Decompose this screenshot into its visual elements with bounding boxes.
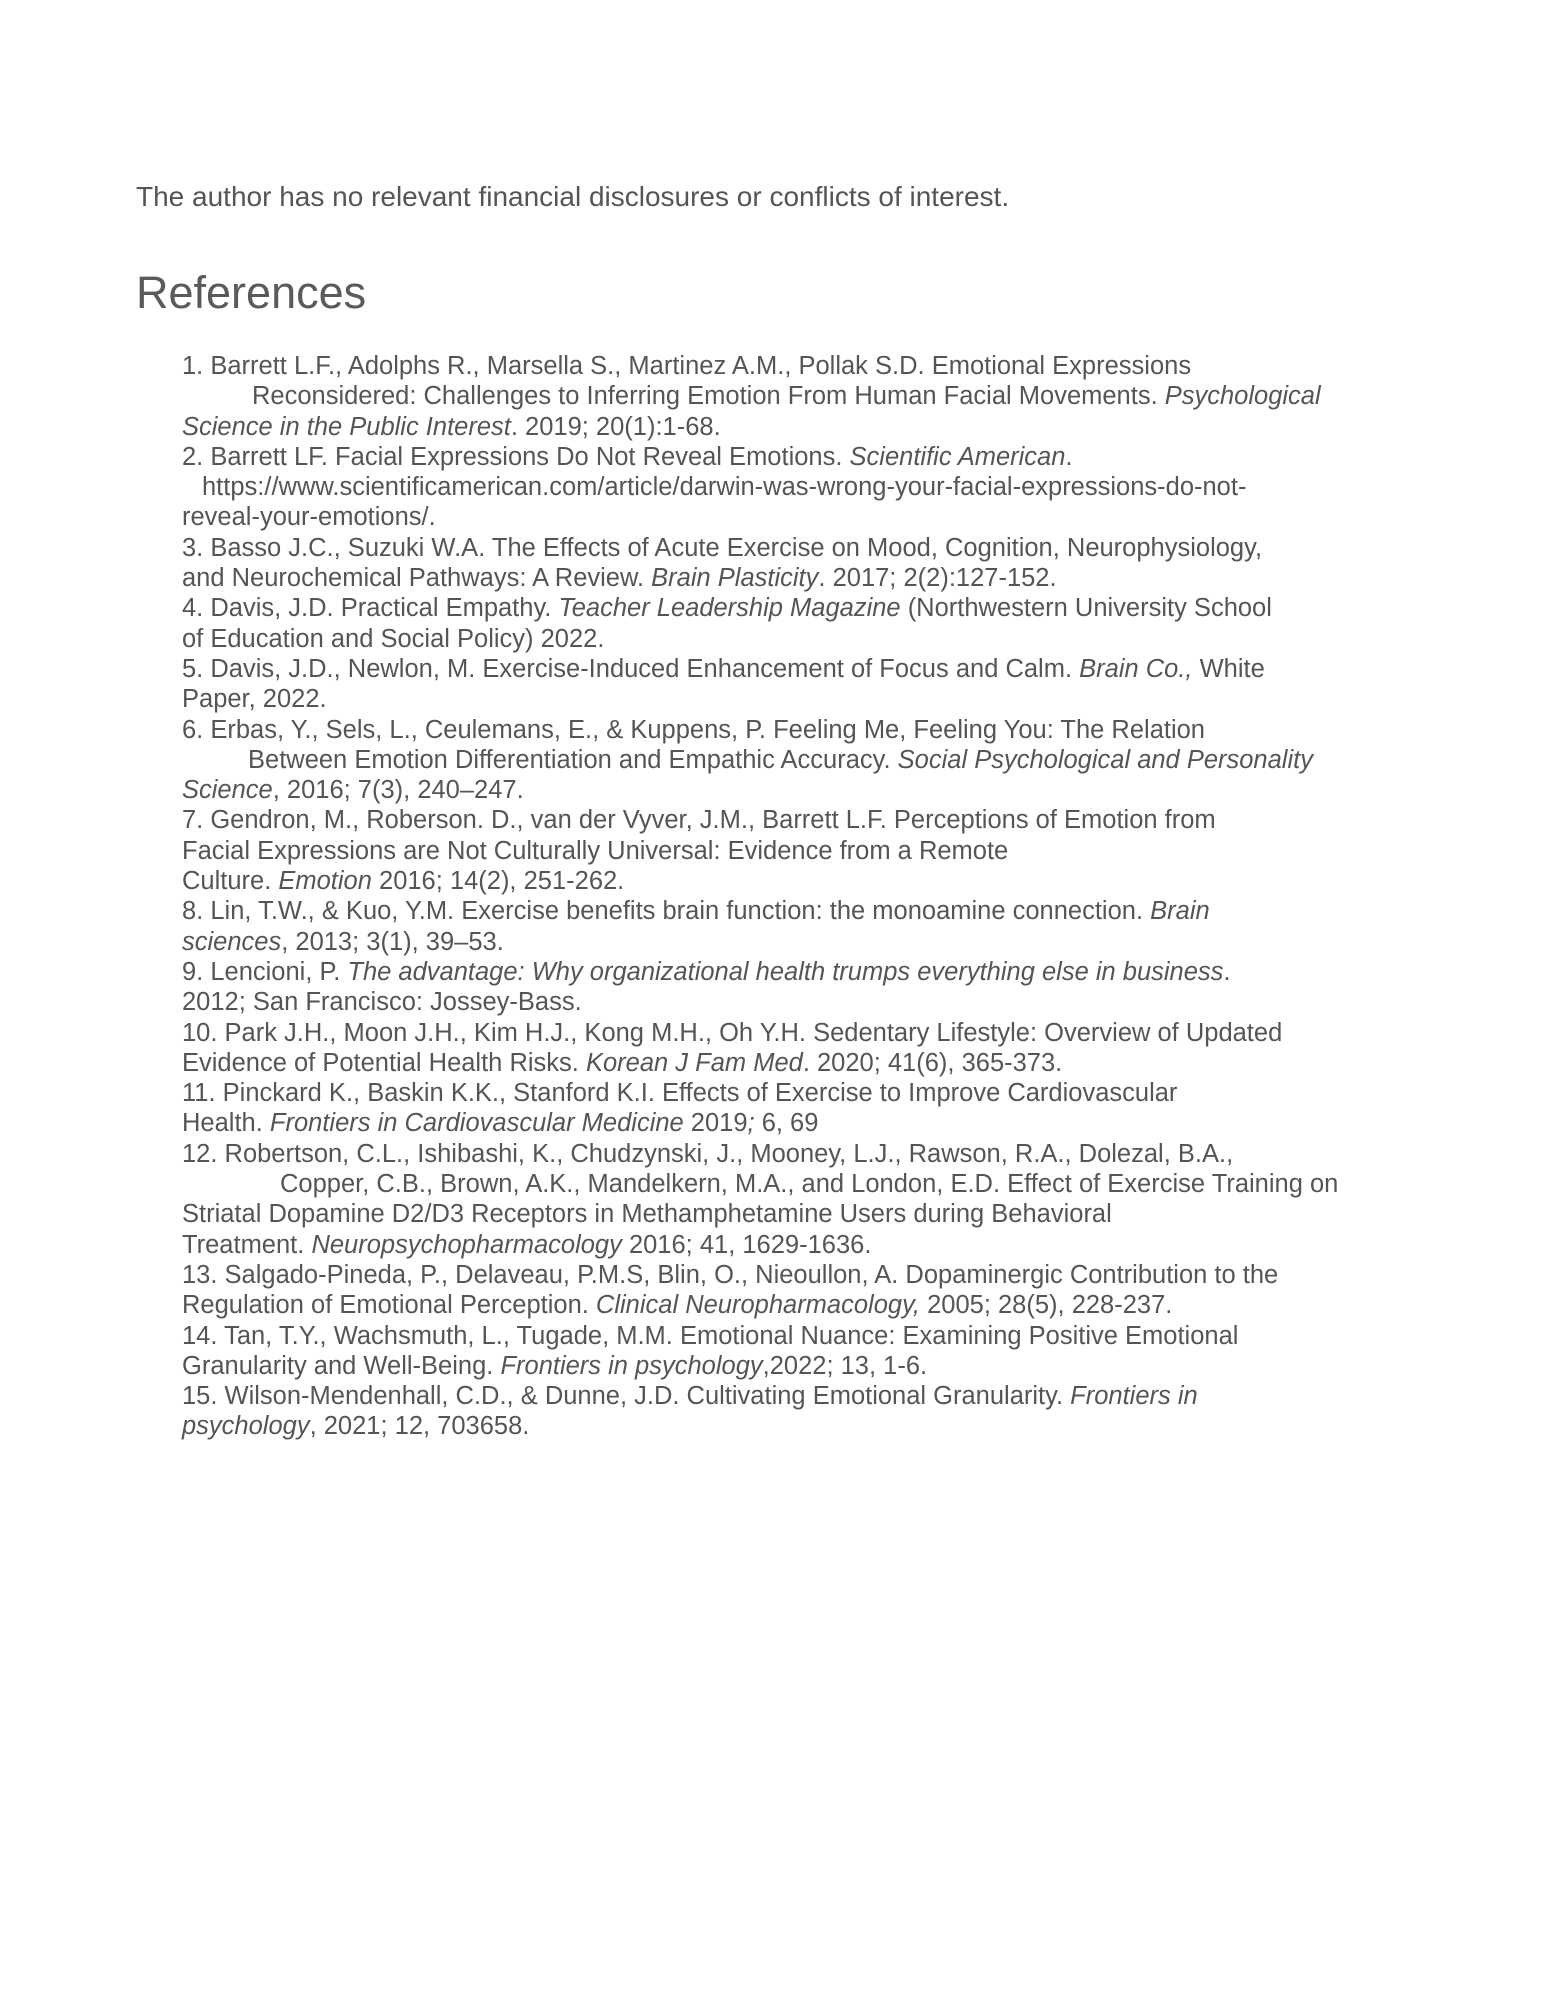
reference-line [182,1381,1392,1411]
reference-text: 2005; 28(5), 228-237. [920,1291,1173,1320]
reference-line [182,412,1392,442]
reference-text: Between Emotion Differentiation and Empathic Accuracy. [248,745,898,774]
reference-text: 5. Davis, J.D., Newlon, M. Exercise-Induced Enhancement of Focus and Calm. [182,654,1080,683]
reference-text: . [1065,442,1073,471]
journal-title: Scientific American [849,442,1066,471]
reference-line: 11. Pinckard K., Baskin K.K., Stanford K.I. Effects of Exercise to Improve Cardiovascular [182,1079,1178,1108]
reference-text: Evidence of Potential Health Risks. [182,1048,586,1077]
reference-line [182,1048,1392,1078]
reference-line [182,1290,1392,1320]
reference-text: Treatment. [182,1230,312,1259]
disclosure-statement: The author has no relevant financial disclosures or conflicts of interest. [136,181,1010,212]
journal-title: Brain [1150,897,1210,926]
journal-title: Science in the Public Interest [182,412,511,441]
journal-title: Frontiers in Cardiovascular Medicine [269,1109,684,1138]
reference-text: 9. Lencioni, P. [182,957,348,986]
reference-text: 2. Barrett LF. Facial Expressions Do Not Reveal Emotions. [182,442,850,471]
reference-line: Copper, C.B., Brown, A.K., Mandelkern, M.A., and London, E.D. Effect of Exercise Training on [280,1170,1339,1199]
reference-text: . 2020; 41(6), 365-373. [802,1048,1063,1077]
reference-line: 6. Erbas, Y., Sels, L., Ceulemans, E., & Kuppens, P. Feeling Me, Feeling You: The Relation [182,715,1205,744]
reference-line [182,654,1392,684]
reference-line: 12. Robertson, C.L., Ishibashi, K., Chudzynski, J., Mooney, L.J., Rawson, R.A., Dolezal, B.A., [182,1139,1234,1168]
reference-line [182,442,1392,472]
reference-item-14 [182,1321,1392,1382]
journal-title: Brain Co., [1079,654,1193,683]
reference-item-12 [182,1139,1392,1260]
journal-title: Science [182,776,273,805]
reference-line: 1. Barrett L.F., Adolphs R., Marsella S., Martinez A.M., Pollak S.D. Emotional Expressions [182,352,1192,380]
reference-text: 2016; 14(2), 251-262. [371,867,625,896]
reference-text: . 2017; 2(2):127-152. [818,564,1057,593]
reference-text: , 2013; 3(1), 39–53. [281,927,504,956]
reference-item-1 [182,351,1392,442]
reference-item-6 [182,715,1392,806]
reference-text: 2019 [683,1109,748,1138]
reference-line [182,1351,1392,1381]
reference-text: 4. Davis, J.D. Practical Empathy. [182,594,559,623]
journal-title: psychology [182,1412,310,1441]
book-title: The advantage: Why organizational health trumps everything else in business [347,957,1224,986]
reference-line: Striatal Dopamine D2/D3 Receptors in Methamphetamine Users during Behavioral [182,1200,1112,1229]
reference-line: Paper, 2022. [182,685,327,714]
journal-title: Emotion [278,867,372,896]
reference-line: 10. Park J.H., Moon J.H., Kim H.J., Kong M.H., Oh Y.H. Sedentary Lifestyle: Overview of Updated [182,1018,1283,1047]
reference-text: Regulation of Emotional Perception. [182,1291,596,1320]
journal-title: Korean J Fam Med [585,1048,803,1077]
reference-line: 13. Salgado-Pineda, P., Delaveau, P.M.S, Blin, O., Nieoullon, A. Dopaminergic Contribution to the [182,1260,1279,1289]
reference-text: , 2016; 7(3), 240–247. [272,776,524,805]
reference-line: 14. Tan, T.Y., Wachsmuth, L., Tugade, M.M. Emotional Nuance: Examining Positive Emotional [182,1321,1239,1350]
reference-text: . [1223,957,1231,986]
reference-item-7 [182,805,1392,896]
reference-item-2 [182,442,1392,533]
reference-line [182,593,1392,623]
reference-line [182,381,1392,411]
reference-line [182,563,1392,593]
reference-line: of Education and Social Policy) 2022. [182,624,605,653]
reference-line [182,1108,1392,1138]
reference-url-line: reveal-your-emotions/. [182,503,436,532]
journal-title: Frontiers in [1070,1382,1198,1411]
reference-line: 3. Basso J.C., Suzuki W.A. The Effects of Acute Exercise on Mood, Cognition, Neurophysiology, [182,533,1263,562]
references-list [182,351,1392,1442]
reference-item-4 [182,593,1392,654]
reference-item-3 [182,533,1392,594]
reference-line: 2012; San Francisco: Jossey-Bass. [182,988,582,1017]
reference-line: Facial Expressions are Not Culturally Universal: Evidence from a Remote [182,836,1009,865]
journal-title: Social Psychological and Personality [897,745,1313,774]
reference-text: . 2019; 20(1):1-68. [510,412,721,441]
reference-line [182,1230,1392,1260]
reference-text: and Neurochemical Pathways: A Review. [182,564,652,593]
reference-text: White [1192,654,1265,683]
reference-line: 7. Gendron, M., Roberson. D., van der Vyver, J.M., Barrett L.F. Perceptions of Emotion from [182,806,1216,835]
reference-text: 8. Lin, T.W., & Kuo, Y.M. Exercise benefits brain function: the monoamine connection. [182,897,1151,926]
reference-item-15 [182,1381,1392,1442]
references-heading: References [136,267,367,318]
reference-item-8 [182,896,1392,957]
reference-text: Health. [182,1109,270,1138]
reference-item-10 [182,1018,1392,1079]
reference-item-9 [182,957,1392,1018]
journal-title: Brain Plasticity [651,564,819,593]
reference-text: (Northwestern University School [900,594,1272,623]
reference-line [182,1411,1392,1441]
reference-text: ,2022; 13, 1-6. [762,1351,928,1380]
journal-title: Frontiers in psychology [500,1351,763,1380]
reference-line [182,775,1392,805]
reference-line [182,957,1392,987]
journal-title: Clinical Neuropharmacology, [595,1291,921,1320]
journal-title: Psychological [1164,382,1321,411]
reference-text: Reconsidered: Challenges to Inferring Emotion From Human Facial Movements. [252,382,1165,411]
reference-line [182,896,1392,926]
reference-text: 15. Wilson-Mendenhall, C.D., & Dunne, J.D. Cultivating Emotional Granularity. [182,1382,1071,1411]
reference-text: Granularity and Well-Being. [182,1351,501,1380]
journal-title: Neuropsychopharmacology [311,1230,622,1259]
reference-text: , 2021; 12, 703658. [309,1412,530,1441]
reference-item-13 [182,1260,1392,1321]
reference-line [182,927,1392,957]
reference-text: Culture. [182,867,279,896]
reference-text: ; [747,1109,755,1138]
journal-title: sciences [182,927,282,956]
reference-text: 6, 69 [754,1109,819,1138]
reference-item-5 [182,654,1392,715]
journal-title: Teacher Leadership Magazine [558,594,901,623]
reference-url-line: https://www.scientificamerican.com/article/darwin-was-wrong-your-facial-expressions-do-not- [202,473,1247,502]
reference-line [182,866,1392,896]
reference-item-11 [182,1078,1392,1139]
reference-text: 2016; 41, 1629-1636. [621,1230,872,1259]
reference-line [182,745,1392,775]
